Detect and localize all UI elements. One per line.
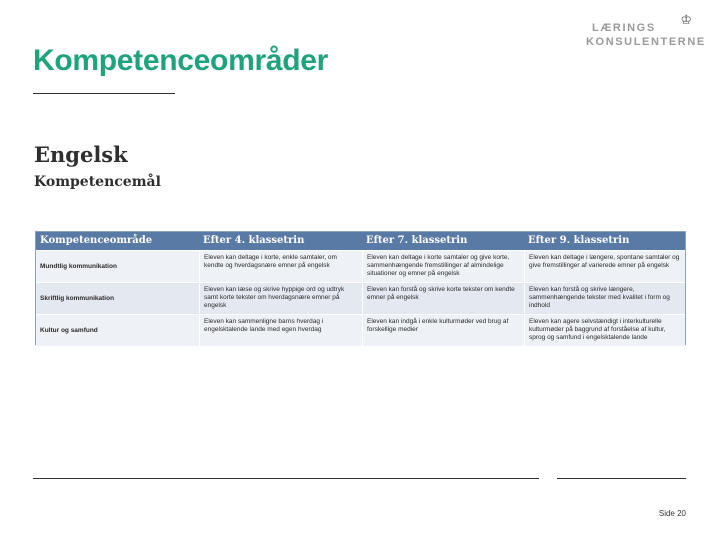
table-cell: Eleven kan forstå og skrive længere, sammenhængende tekster med kvalitet i form og indhold [524, 283, 685, 314]
subject-heading: Engelsk [34, 142, 128, 167]
table-cell: Eleven kan forstå og skrive korte tekster om kendte emner på engelsk [362, 283, 524, 314]
table-cell: Eleven kan agere selvstændigt i interkulturelle kulturmøder på baggrund af forståelse af kultur, sprog og samfund i engelsktalende lande [524, 315, 685, 346]
table-row [36, 250, 685, 282]
area-cell: Skriftlig kommunikation [40, 294, 115, 302]
table-cell: Eleven kan deltage i længere, spontane samtaler og give fremstillinger af varierede emner på engelsk [524, 251, 685, 282]
column-header: Efter 4. klassetrin [203, 235, 305, 246]
table-cell: Eleven kan deltage i korte samtaler og give korte, sammenhængende fremstillinger af almindelige situationer og emner på engelsk [362, 251, 524, 282]
table-cell: Eleven kan indgå i enkle kulturmøder ved brug af forskellige medier [362, 315, 524, 346]
competence-table [35, 231, 686, 345]
column-header: Efter 9. klassetrin [528, 235, 630, 246]
footer-divider [557, 478, 686, 479]
subtitle-heading: Kompetencemål [34, 174, 161, 190]
slide-title: Kompetenceområder [33, 44, 328, 77]
table-cell: Eleven kan deltage i korte, enkle samtaler, om kendte og hverdagsnære emner på engelsk [199, 251, 362, 282]
table-cell: Eleven kan sammenligne barns hverdag i engelsktalende lande med egen hverdag [199, 315, 362, 346]
table-row [36, 282, 685, 314]
slide-number: Side 20 [658, 509, 686, 518]
column-header: Efter 7. klassetrin [366, 235, 468, 246]
title-underline [33, 93, 175, 94]
crown-icon: ♔ [680, 12, 692, 27]
table-row [36, 314, 685, 346]
logo-line-1: LÆRINGS [592, 22, 656, 34]
column-header: Kompetenceområde [40, 235, 153, 246]
area-cell: Kultur og samfund [40, 326, 98, 334]
logo-line-2: KONSULENTERNE [586, 36, 706, 48]
area-cell: Mundtlig kommunikation [40, 262, 117, 270]
footer-divider [33, 478, 539, 479]
table-cell: Eleven kan læse og skrive hyppige ord og udtryk samt korte tekster om hverdagsnære emner på engelsk [199, 283, 362, 314]
company-logo [586, 12, 706, 52]
table-header-row [36, 232, 685, 250]
